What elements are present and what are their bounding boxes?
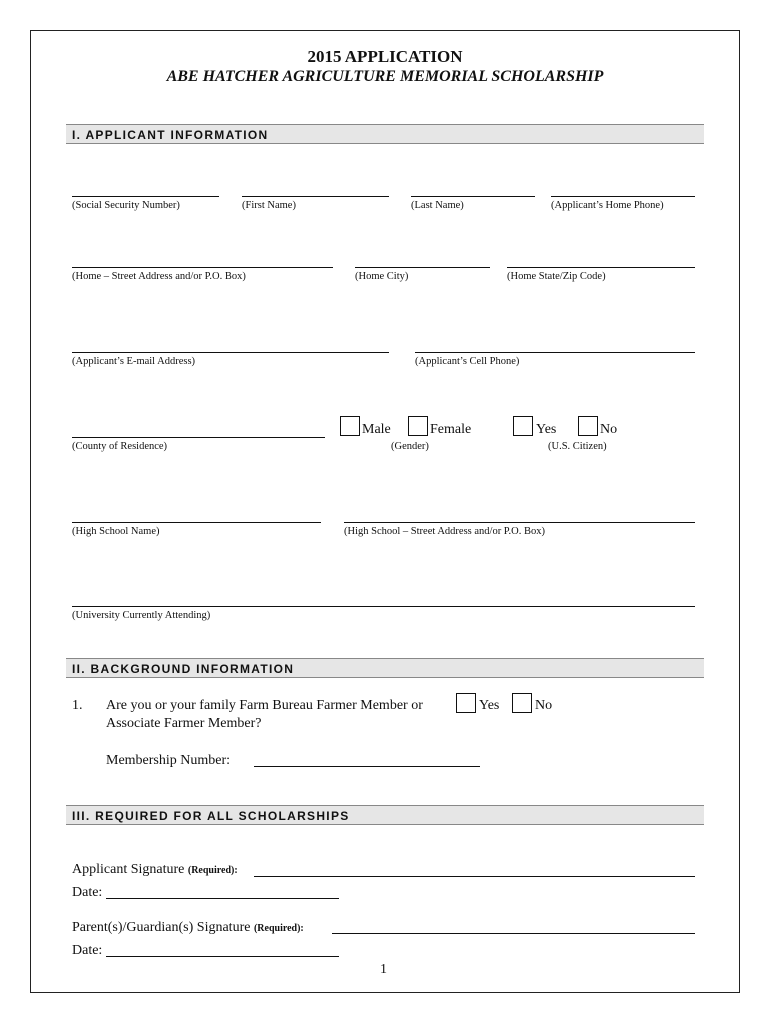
parent-signature-field[interactable] [332, 933, 695, 934]
applicant-signature-field[interactable] [254, 876, 695, 877]
applicant-signature-text: Applicant Signature [72, 862, 185, 877]
section-applicant-information: I. APPLICANT INFORMATION [66, 124, 704, 144]
last-name-label: (Last Name) [411, 200, 464, 211]
membership-number-field[interactable] [254, 766, 480, 767]
applicant-date-label: Date: [72, 885, 103, 900]
cell-phone-label: (Applicant’s Cell Phone) [415, 356, 520, 367]
question-number: 1. [72, 698, 83, 713]
home-state-zip-field[interactable] [507, 267, 695, 268]
citizen-no-label: No [600, 422, 618, 437]
high-school-field[interactable] [72, 522, 321, 523]
home-address-label: (Home – Street Address and/or P.O. Box) [72, 271, 246, 282]
home-city-label: (Home City) [355, 271, 409, 282]
citizen-label: (U.S. Citizen) [548, 441, 607, 452]
gender-label: (Gender) [391, 441, 429, 452]
high-school-address-field[interactable] [344, 522, 695, 523]
home-state-zip-label: (Home State/Zip Code) [507, 271, 606, 282]
last-name-field[interactable] [411, 196, 535, 197]
citizen-yes-label: Yes [536, 422, 557, 437]
member-no-checkbox[interactable] [512, 693, 532, 713]
email-label: (Applicant’s E-mail Address) [72, 356, 196, 367]
home-address-field[interactable] [72, 267, 333, 268]
membership-number-label: Membership Number: [106, 753, 231, 768]
first-name-label: (First Name) [242, 200, 296, 211]
member-no-label: No [535, 698, 553, 713]
university-label: (University Currently Attending) [72, 610, 211, 621]
county-label: (County of Residence) [72, 441, 168, 452]
parent-signature-text: Parent(s)/Guardian(s) Signature [72, 920, 251, 935]
form-title: 2015 APPLICATION [307, 47, 463, 66]
email-field[interactable] [72, 352, 389, 353]
citizen-yes-checkbox[interactable] [513, 416, 533, 436]
high-school-address-label: (High School – Street Address and/or P.O. Box) [344, 526, 545, 537]
member-yes-label: Yes [479, 698, 500, 713]
home-city-field[interactable] [355, 267, 490, 268]
male-checkbox[interactable] [340, 416, 360, 436]
parent-required-text: (Required): [253, 923, 304, 934]
county-field[interactable] [72, 437, 325, 438]
applicant-date-field[interactable] [106, 898, 339, 899]
home-phone-field[interactable] [551, 196, 695, 197]
page-border [30, 30, 740, 993]
female-checkbox[interactable] [408, 416, 428, 436]
parent-date-label: Date: [72, 943, 103, 958]
parent-date-field[interactable] [106, 956, 339, 957]
page-number: 1 [380, 962, 387, 977]
high-school-label: (High School Name) [72, 526, 160, 537]
home-phone-label: (Applicant’s Home Phone) [551, 200, 664, 211]
section-background-information: II. BACKGROUND INFORMATION [66, 658, 704, 678]
female-option-label: Female [430, 422, 472, 437]
citizen-no-checkbox[interactable] [578, 416, 598, 436]
male-option-label: Male [362, 422, 391, 437]
first-name-field[interactable] [242, 196, 389, 197]
cell-phone-field[interactable] [415, 352, 695, 353]
ssn-field[interactable] [72, 196, 219, 197]
parent-signature-label [72, 920, 304, 936]
section-required-scholarships: III. REQUIRED FOR ALL SCHOLARSHIPS [66, 805, 704, 825]
applicant-required-text: (Required): [187, 865, 238, 876]
university-field[interactable] [72, 606, 695, 607]
form-subtitle: ABE HATCHER AGRICULTURE MEMORIAL SCHOLARSHIP [166, 68, 604, 85]
applicant-signature-label [72, 862, 238, 878]
question-text-line1: Are you or your family Farm Bureau Farmer Member or [106, 698, 423, 713]
member-yes-checkbox[interactable] [456, 693, 476, 713]
ssn-label: (Social Security Number) [72, 200, 180, 211]
question-text-line2: Associate Farmer Member? [106, 716, 262, 731]
